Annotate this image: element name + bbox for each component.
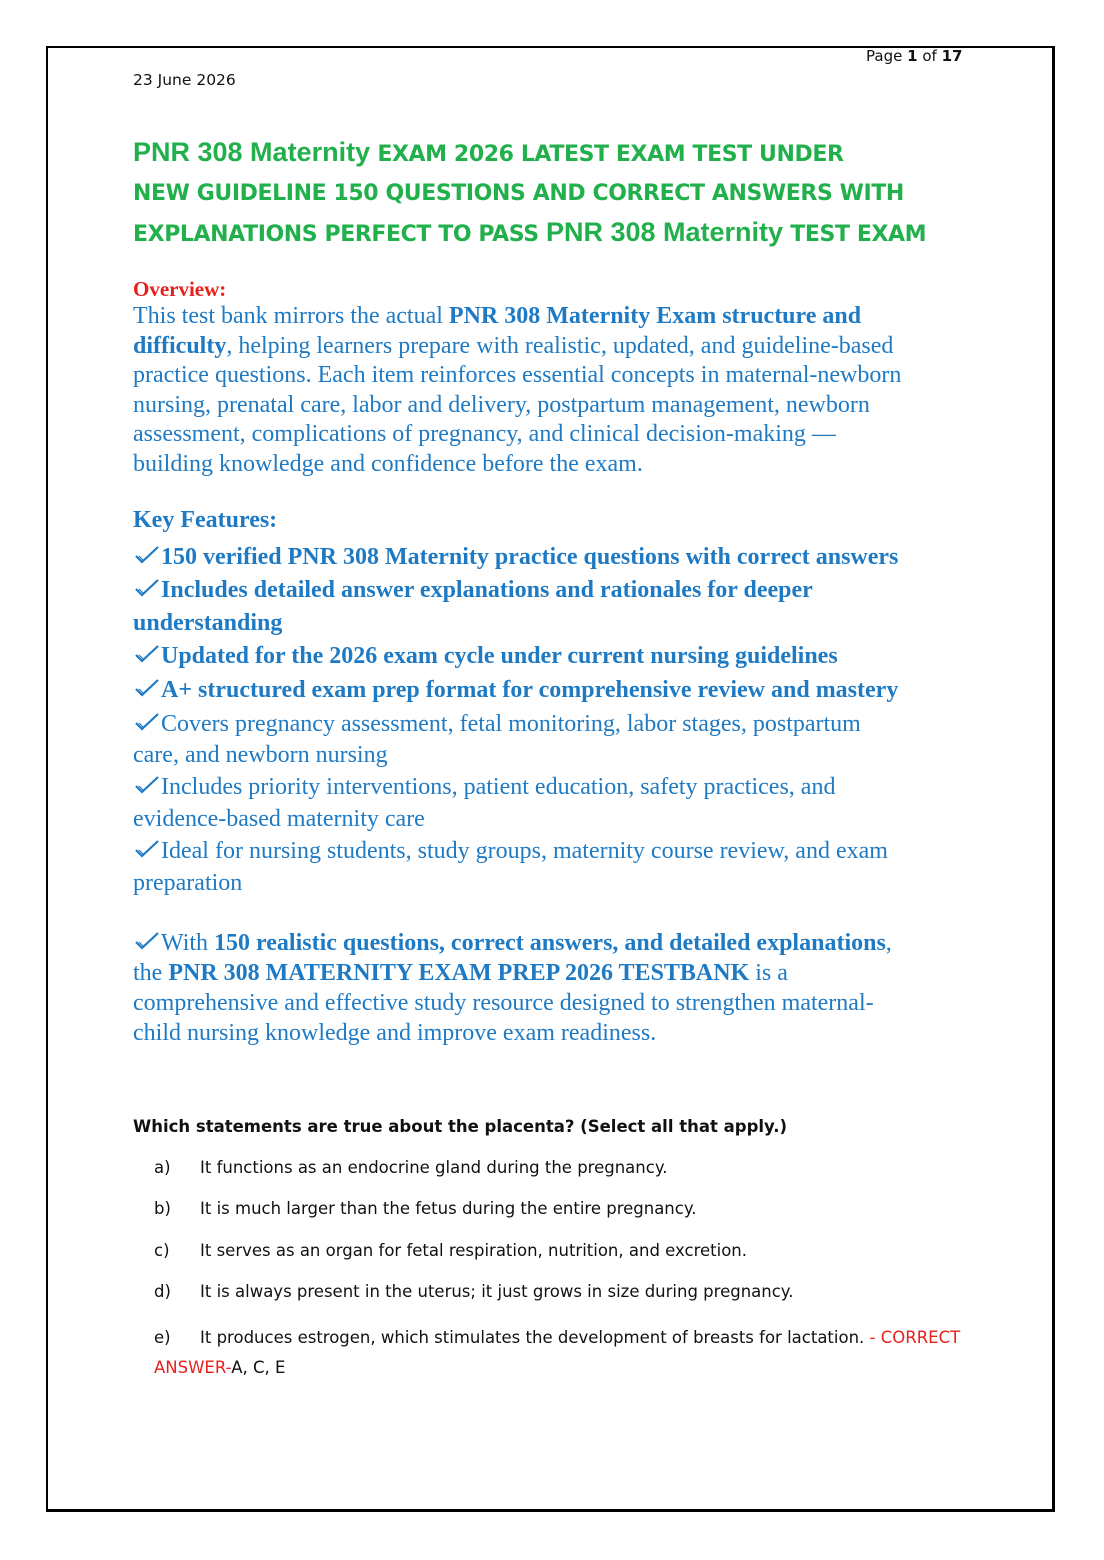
feature-line — [133, 607, 973, 639]
answer-line — [154, 1358, 285, 1377]
feature-line — [133, 708, 973, 740]
option-text: It is much larger than the fetus during the entire pregnancy. — [200, 1199, 697, 1218]
option-letter: d) — [154, 1282, 171, 1301]
answer-label: ANSWER- — [154, 1358, 232, 1377]
document-title — [133, 133, 993, 254]
feature-text: 150 verified PNR 308 Maternity practice questions with correct answers — [161, 544, 899, 570]
title-course-name: PNR 308 Maternity — [133, 137, 371, 167]
overview-line-2-plain: , helping learners prepare with realistic, updated, and guideline-based — [226, 332, 894, 359]
closing-part-2-bold: 150 realistic questions, correct answers, and detailed explanations — [214, 930, 886, 956]
feature-text: A+ structured exam prep format for comprehensive review and mastery — [161, 677, 899, 703]
feature-item — [133, 673, 973, 708]
check-icon — [133, 930, 161, 952]
overview-label: Overview: — [133, 277, 227, 301]
option-letter: c) — [154, 1241, 170, 1260]
title-line-3-start: EXPLANATIONS PERFECT TO PASS — [133, 222, 539, 247]
feature-item — [133, 541, 973, 574]
page-number — [866, 47, 962, 65]
closing-part-1: With — [161, 930, 215, 956]
feature-item — [133, 771, 973, 835]
closing-line-3: comprehensive and effective study resource designed to strengthen maternal- — [133, 990, 874, 1016]
check-icon — [133, 774, 161, 796]
feature-item — [133, 639, 973, 673]
title-course-name-2: PNR 308 Maternity — [545, 217, 784, 247]
option-text: It serves as an organ for fetal respiration, nutrition, and excretion. — [200, 1241, 747, 1260]
page-current: 1 — [907, 47, 918, 65]
closing-line-2-plain-2: is a — [749, 960, 788, 986]
page-label: Page — [866, 47, 903, 65]
option-e — [154, 1328, 960, 1347]
document-date: 23 June 2026 — [133, 71, 236, 89]
feature-text: Updated for the 2026 exam cycle under current nursing guidelines — [161, 643, 838, 669]
option-text: It produces estrogen, which stimulates the development of breasts for lactation. — [200, 1328, 865, 1347]
overview-line-2 — [133, 332, 973, 362]
feature-text: Includes detailed answer explanations and rationales for deeper — [161, 577, 813, 603]
feature-item — [133, 835, 973, 898]
closing-line-4: child nursing knowledge and improve exam readiness. — [133, 1020, 657, 1046]
option-a — [154, 1158, 667, 1177]
feature-text: understanding — [133, 610, 283, 636]
feature-text: Includes priority interventions, patient education, safety practices, and — [161, 774, 836, 800]
title-line-3 — [133, 213, 993, 254]
overview-line-1-plain: This test bank mirrors the actual — [133, 303, 449, 329]
overview-line-3: practice questions. Each item reinforces essential concepts in maternal-newborn — [133, 362, 902, 389]
feature-line — [133, 541, 973, 574]
check-icon — [133, 677, 161, 699]
feature-line — [133, 771, 973, 804]
page-of: of — [922, 47, 937, 65]
overview-line-1 — [133, 302, 973, 332]
title-line-2: NEW GUIDELINE 150 QUESTIONS AND CORRECT ANSWERS WITH — [133, 181, 904, 206]
feature-item — [133, 708, 973, 771]
feature-line — [133, 804, 973, 835]
option-letter: a) — [154, 1158, 171, 1177]
feature-text: Ideal for nursing students, study groups, maternity course review, and exam — [161, 838, 888, 864]
overview-line-2-bold: difficulty — [133, 332, 227, 359]
title-line-3-end: TEST EXAM — [790, 222, 927, 247]
option-c — [154, 1241, 747, 1260]
question-text: Which statements are true about the placenta? (Select all that apply.) — [133, 1117, 788, 1136]
overview-line-6: building knowledge and confidence before the exam. — [133, 450, 643, 477]
feature-line — [133, 835, 973, 868]
feature-text: evidence-based maternity care — [133, 806, 425, 832]
overview-line-4: nursing, prenatal care, labor and delivery, postpartum management, newborn — [133, 391, 870, 418]
option-letter: b) — [154, 1199, 171, 1218]
option-b — [154, 1199, 697, 1218]
overview-line-1-bold: PNR 308 Maternity Exam structure and — [448, 303, 862, 329]
feature-item — [133, 574, 973, 639]
overview-paragraph — [133, 302, 973, 480]
check-icon — [133, 577, 161, 599]
title-line-1-rest: EXAM 2026 LATEST EXAM TEST UNDER — [377, 142, 844, 167]
closing-line-2-bold: PNR 308 MATERNITY EXAM PREP 2026 TESTBANK — [168, 960, 750, 986]
key-features-list — [133, 541, 973, 898]
option-text: It is always present in the uterus; it just grows in size during pregnancy. — [200, 1282, 794, 1301]
closing-paragraph — [133, 928, 973, 1048]
check-icon — [133, 838, 161, 860]
option-text: It functions as an endocrine gland during the pregnancy. — [200, 1158, 668, 1177]
title-line-1 — [133, 133, 993, 174]
feature-line — [133, 574, 973, 607]
closing-part-3: , — [885, 930, 892, 956]
feature-line — [133, 639, 973, 673]
option-d — [154, 1282, 793, 1301]
check-icon — [133, 711, 161, 733]
feature-text: Covers pregnancy assessment, fetal monitoring, labor stages, postpartum — [161, 711, 861, 737]
answer-value: A, C, E — [231, 1358, 286, 1377]
feature-line — [133, 740, 973, 771]
closing-line-1 — [133, 928, 973, 958]
page-total: 17 — [941, 47, 963, 65]
feature-line — [133, 868, 973, 898]
closing-line-2 — [133, 958, 973, 988]
feature-line — [133, 673, 973, 708]
check-icon — [133, 544, 161, 566]
overview-line-5: assessment, complications of pregnancy, and clinical decision-making — — [133, 421, 836, 448]
option-letter: e) — [154, 1328, 171, 1347]
feature-text: care, and newborn nursing — [133, 742, 388, 768]
key-features-title: Key Features: — [133, 507, 278, 533]
correct-label: - CORRECT — [864, 1328, 961, 1347]
closing-line-2-plain-1: the — [133, 960, 169, 986]
feature-text: preparation — [133, 870, 243, 896]
check-icon — [133, 643, 161, 665]
